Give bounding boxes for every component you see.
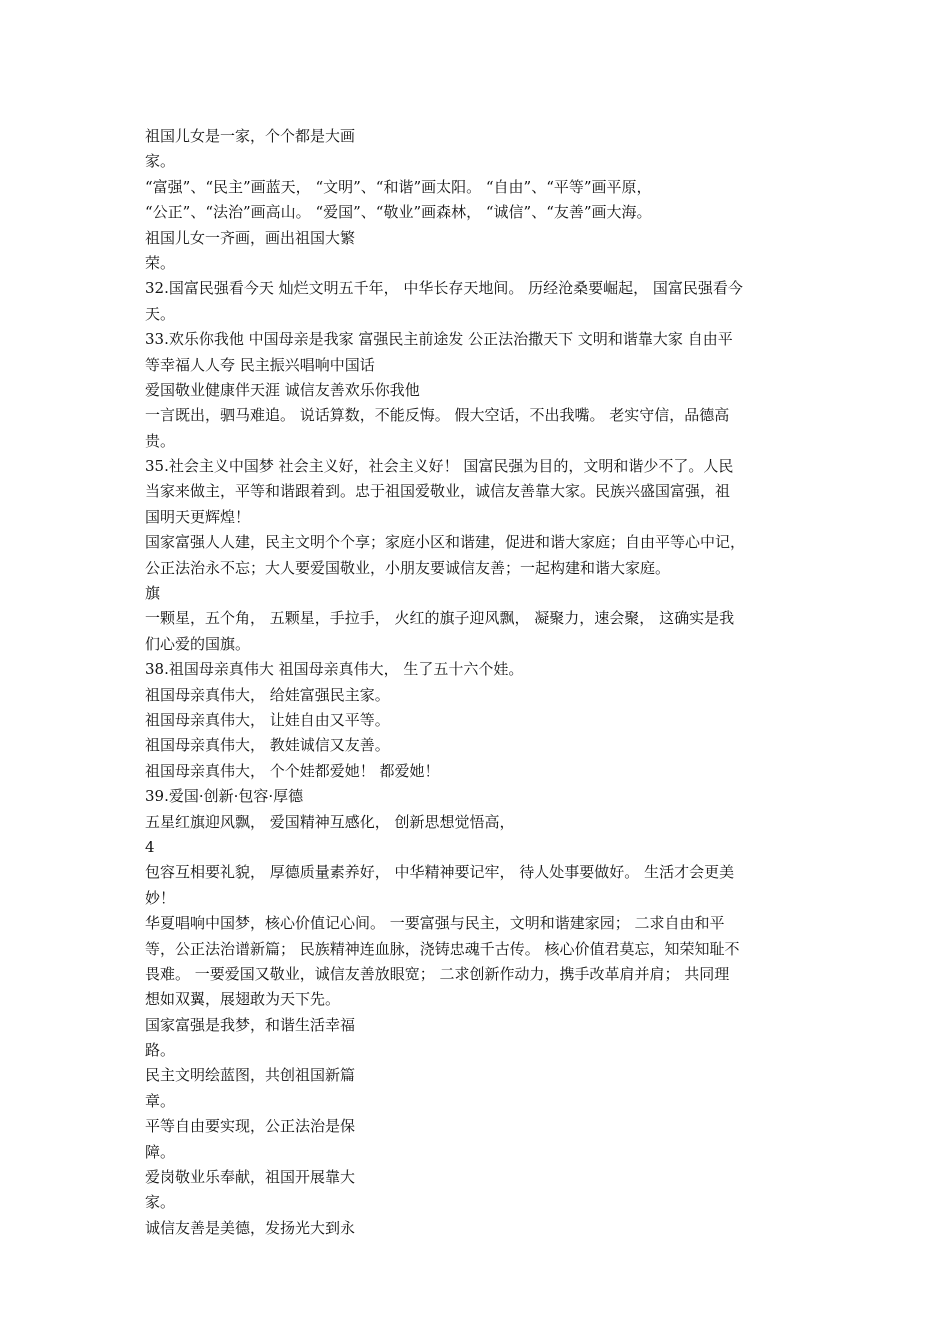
text-line: 章。 <box>145 1091 176 1110</box>
text-line: 国家富强人人建，民主文明个个享；家庭小区和谐建，促进和谐大家庭；自由平等心中记， <box>145 533 746 552</box>
text-line: 们心爱的国旗。 <box>145 634 251 653</box>
text-line: “富强”、“民主”画蓝天， “文明”、“和谐”画太阳。 “自由”、“平等”画平原， <box>145 177 652 196</box>
text-line: 包容互相要礼貌， 厚德质量素养好， 中华精神要记牢， 待人处事要做好。 生活才会更美 <box>145 863 735 882</box>
text-line: 民主文明绘蓝图，共创祖国新篇 <box>145 1066 356 1085</box>
text-line: 祖国儿女是一家，个个都是大画 <box>145 127 356 145</box>
text-line: 公正法治永不忘；大人要爱国敬业，小朋友要诚信友善；一起构建和谐大家庭。 <box>145 558 671 577</box>
text-line: 妙！ <box>145 888 176 907</box>
text-line: 家。 <box>145 1193 176 1212</box>
text-line: 等幸福人人夸 民主振兴唱响中国话 <box>145 355 375 374</box>
text-line: 障。 <box>145 1142 176 1161</box>
text-line: 贵。 <box>145 431 176 450</box>
text-line: 4 <box>145 837 155 856</box>
text-line: 等，公正法治谱新篇； 民族精神连血脉，浇铸忠魂千古传。 核心价值君莫忘，知荣知耻不 <box>145 939 740 958</box>
text-line: 畏难。 一要爱国又敬业，诚信友善放眼宽； 二求创新作动力，携手改革肩并肩； 共同理 <box>145 964 730 983</box>
text-line: 38.祖国母亲真伟大 祖国母亲真伟大， 生了五十六个娃。 <box>145 660 524 679</box>
text-line: 国家富强是我梦，和谐生活幸福 <box>145 1015 356 1034</box>
text-line: 当家来做主，平等和谐跟着到。忠于祖国爱敬业，诚信友善靠大家。民族兴盛国富强，祖 <box>145 482 731 501</box>
text-line: 路。 <box>145 1041 176 1060</box>
text-line: 祖国母亲真伟大， 个个娃都爱她！ 都爱她！ <box>145 761 440 780</box>
text-line: 诚信友善是美德，发扬光大到永 <box>145 1218 356 1237</box>
text-line: 华夏唱响中国梦，核心价值记心间。 一要富强与民主，文明和谐建家园； 二求自由和平 <box>145 914 725 933</box>
text-line: 想如双翼，展翅敢为天下先。 <box>145 990 341 1009</box>
text-line: 祖国母亲真伟大， 让娃自由又平等。 <box>145 710 390 729</box>
text-line: 39.爱国·创新·包容·厚德 <box>145 787 304 806</box>
text-line: 32.国富民强看今天 灿烂文明五千年， 中华长存天地间。 历经沧桑要崛起， 国富民强看今 <box>145 279 743 298</box>
text-line: 一言既出，驷马难追。 说话算数，不能反悔。 假大空话，不出我嘴。 老实守信，品德高 <box>145 406 730 425</box>
text-line: 33.欢乐你我他 中国母亲是我家 富强民主前途发 公正法治撒天下 文明和谐靠大家 自由平 <box>145 330 733 349</box>
text-line: 祖国儿女一齐画，画出祖国大繁 <box>145 228 356 247</box>
text-line: “公正”、“法治”画高山。 “爱国”、“敬业”画森林， “诚信”、“友善”画大海。 <box>145 203 652 222</box>
document-body <box>145 124 817 1241</box>
text-line: 国明天更辉煌！ <box>145 507 251 526</box>
text-line: 旗 <box>145 584 161 603</box>
text-line: 祖国母亲真伟大， 给娃富强民主家。 <box>145 685 390 704</box>
text-line: 五星红旗迎风飘， 爱国精神互感化， 创新思想觉悟高， <box>145 812 515 831</box>
text-line: 35.社会主义中国梦 社会主义好，社会主义好！ 国富民强为目的，文明和谐少不了。人民 <box>145 457 734 476</box>
text-line: 家。 <box>145 152 176 171</box>
text-line: 爱岗敬业乐奉献，祖国开展靠大 <box>145 1168 356 1187</box>
text-line: 爱国敬业健康伴天涯 诚信友善欢乐你我他 <box>145 380 420 399</box>
text-line: 一颗星，五个角， 五颗星，手拉手， 火红的旗子迎风飘， 凝聚力，速会聚， 这确实是我 <box>145 609 735 628</box>
text-line: 荣。 <box>145 253 176 272</box>
text-line: 祖国母亲真伟大， 教娃诚信又友善。 <box>145 736 390 755</box>
text-line: 天。 <box>145 304 176 323</box>
text-line: 平等自由要实现，公正法治是保 <box>145 1117 356 1136</box>
